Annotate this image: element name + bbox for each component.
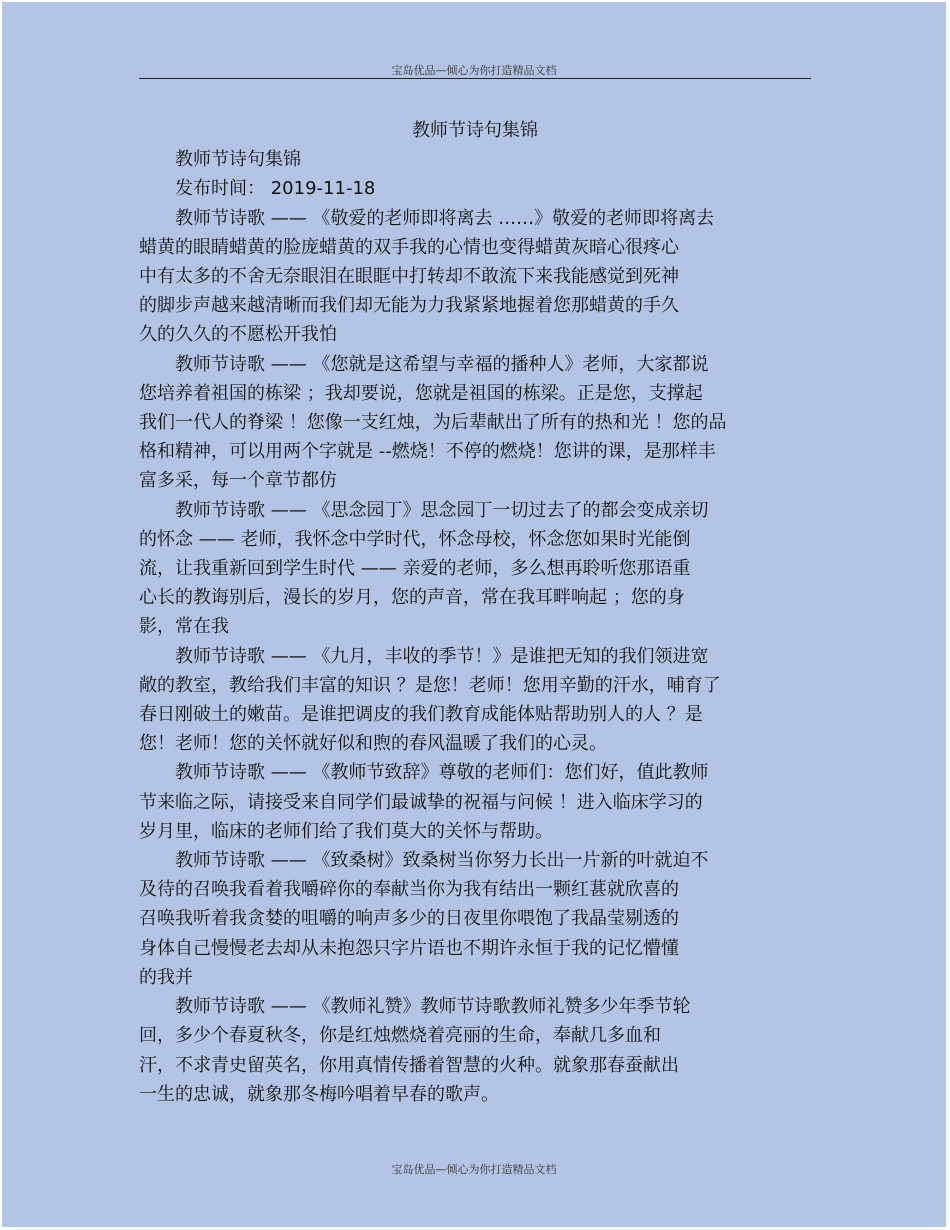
- paragraph-line: 心长的教诲别后，漫长的岁月，您的声音，常在我耳畔响起 ；您的身: [139, 587, 685, 609]
- poem-paragraphs: [139, 204, 811, 1109]
- paragraph-line: 教师节诗歌 —— 《您就是这希望与幸福的播种人》老师，大家都说: [175, 353, 709, 375]
- publish-info: [139, 174, 811, 203]
- header-divider: [139, 78, 811, 79]
- paragraph-line: 的怀念 —— 老师，我怀念中学时代，怀念母校，怀念您如果时光能倒: [139, 528, 691, 550]
- document-subtitle: 教师节诗句集锦: [175, 149, 301, 171]
- paragraph-line: 富多采，每一个章节都仿: [139, 470, 337, 492]
- paragraph-line: 中有太多的不舍无奈眼泪在眼眶中打转却不敢流下来我能感觉到死神: [139, 266, 679, 288]
- poem-paragraph: [139, 758, 811, 846]
- poem-paragraph: [139, 642, 811, 759]
- poem-paragraph: [139, 992, 811, 1109]
- publish-date: 2019-11-18: [270, 178, 376, 200]
- poem-paragraph: [139, 496, 811, 642]
- paragraph-line: 的我并: [139, 966, 193, 988]
- page-footer: 宝岛优品—倾心为你打造精品文档: [391, 1163, 557, 1176]
- document-title: 教师节诗句集锦: [412, 120, 538, 141]
- paragraph-line: 久的久久的不愿松开我怕: [139, 324, 337, 346]
- paragraph-line: 蜡黄的眼睛蜡黄的脸庞蜡黄的双手我的心情也变得蜡黄灰暗心很疼心: [139, 236, 679, 258]
- paragraph-line: 影，常在我: [139, 616, 229, 638]
- paragraph-line: 汗，不求青史留英名，你用真情传播着智慧的火种。就象那春蚕献出: [139, 1054, 679, 1076]
- paragraph-line: 敞的教室，教给我们丰富的知识 ？是您！老师！您用辛勤的汗水，哺育了: [139, 674, 721, 696]
- paragraph-line: 教师节诗歌 —— 《敬爱的老师即将离去 ……》敬爱的老师即将离去: [175, 207, 715, 229]
- document-page: [2, 2, 946, 1227]
- paragraph-line: 的脚步声越来越清晰而我们却无能为力我紧紧地握着您那蜡黄的手久: [139, 295, 679, 317]
- paragraph-line: 身体自己慢慢老去却从未抱怨只字片语也不期许永恒于我的记忆懵懂: [139, 937, 679, 959]
- poem-paragraph: [139, 204, 811, 350]
- document-body: [139, 116, 811, 1109]
- paragraph-line: 流，让我重新回到学生时代 —— 亲爱的老师，多么想再聆听您那语重: [139, 558, 691, 580]
- poem-paragraph: [139, 350, 811, 496]
- paragraph-line: 教师节诗歌 —— 《致桑树》致桑树当你努力长出一片新的叶就迫不: [175, 850, 709, 872]
- paragraph-line: 节来临之际，请接受来自同学们最诚挚的祝福与问候 ！进入临床学习的: [139, 791, 703, 813]
- paragraph-line: 教师节诗歌 —— 《教师礼赞》教师节诗歌教师礼赞多少年季节轮: [175, 996, 691, 1018]
- paragraph-line: 教师节诗歌 —— 《教师节致辞》尊敬的老师们：您们好，值此教师: [175, 762, 709, 784]
- paragraph-line: 我们一代人的脊梁 ！您像一支红烛，为后辈献出了所有的热和光 ！您的品: [139, 412, 727, 434]
- publish-label: 发布时间：: [175, 178, 265, 200]
- paragraph-line: 教师节诗歌 —— 《九月，丰收的季节！》是谁把无知的我们领进宽: [175, 645, 709, 667]
- paragraph-line: 春日刚破土的嫩苗。是谁把调皮的我们教育成能体贴帮助别人的人 ？是: [139, 704, 703, 726]
- paragraph-line: 召唤我听着我贪婪的咀嚼的响声多少的日夜里你喂饱了我晶莹剔透的: [139, 908, 679, 930]
- paragraph-line: 回，多少个春夏秋冬，你是红烛燃烧着亮丽的生命，奉献几多血和: [139, 1025, 661, 1047]
- paragraph-line: 及待的召唤我看着我嚼碎你的奉献当你为我有结出一颗红葚就欣喜的: [139, 879, 679, 901]
- paragraph-line: 岁月里，临床的老师们给了我们莫大的关怀与帮助。: [139, 820, 553, 842]
- page-header: 宝岛优品—倾心为你打造精品文档: [391, 64, 557, 77]
- paragraph-line: 格和精神，可以用两个字就是 --燃烧！不停的燃烧！您讲的课，是那样丰: [139, 441, 716, 463]
- paragraph-line: 教师节诗歌 —— 《思念园丁》思念园丁一切过去了的都会变成亲切: [175, 499, 709, 521]
- paragraph-line: 一生的忠诚，就象那冬梅吟唱着早春的歌声。: [139, 1083, 499, 1105]
- paragraph-line: 您培养着祖国的栋梁 ；我却要说，您就是祖国的栋梁。正是您，支撑起: [139, 382, 703, 404]
- paragraph-line: 您！老师！您的关怀就好似和煦的春风温暖了我们的心灵。: [139, 733, 607, 755]
- poem-paragraph: [139, 846, 811, 992]
